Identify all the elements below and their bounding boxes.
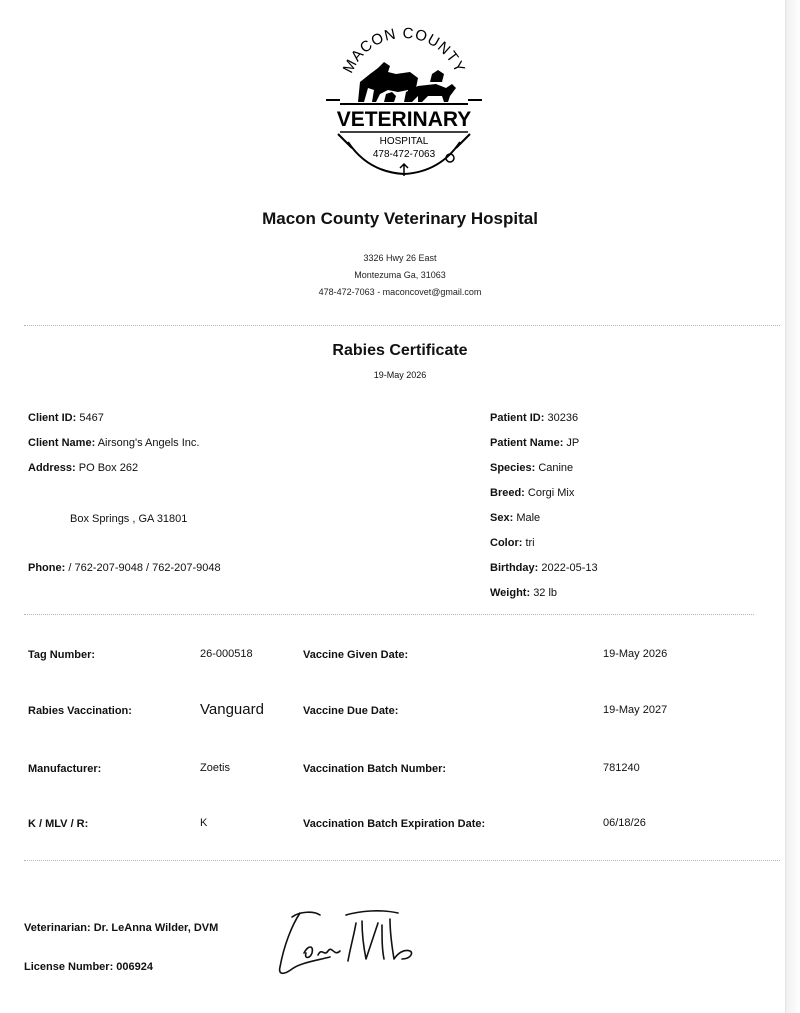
tag-number-label: Tag Number: <box>28 649 96 661</box>
clinic-address-line1: 3326 Hwy 26 East <box>363 253 437 263</box>
veterinarian-name: Veterinarian: Dr. LeAnna Wilder, DVM <box>24 922 219 934</box>
patient-id: Patient ID: 30236 <box>490 412 579 424</box>
vaccine-given-date-value: 19-May 2026 <box>603 648 668 660</box>
client-name: Client Name: Airsong's Angels Inc. <box>28 437 200 449</box>
client-phone: Phone: / 762-207-9048 / 762-207-9048 <box>28 562 221 574</box>
clinic-name: Macon County Veterinary Hospital <box>262 209 538 228</box>
divider <box>24 614 754 615</box>
hospital-logo <box>318 22 490 182</box>
patient-sex: Sex: Male <box>490 512 541 524</box>
certificate-date: 19-May 2026 <box>373 370 427 380</box>
svg-text:MACON COUNTY: MACON COUNTY <box>339 24 469 77</box>
batch-expiration-value: 06/18/26 <box>603 817 646 829</box>
certificate-title: Rabies Certificate <box>332 342 468 359</box>
kmlv-label: K / MLV / R: <box>28 818 89 830</box>
page-edge <box>786 0 800 1013</box>
veterinarian-signature <box>270 905 430 980</box>
patient-species: Species: Canine <box>490 462 574 474</box>
svg-text:VETERINARY: VETERINARY <box>336 108 472 131</box>
divider <box>24 325 780 326</box>
kmlv-value: K <box>200 817 208 829</box>
patient-weight: Weight: 32 lb <box>490 587 558 599</box>
batch-expiration-label: Vaccination Batch Expiration Date: <box>303 818 486 830</box>
patient-breed: Breed: Corgi Mix <box>490 487 575 499</box>
patient-name: Patient Name: JP <box>490 437 580 449</box>
tag-number-value: 26-000518 <box>200 648 253 660</box>
vaccine-given-date-label: Vaccine Given Date: <box>303 649 409 661</box>
rabies-vaccination-label: Rabies Vaccination: <box>28 705 132 717</box>
rabies-vaccination-value: Vanguard <box>200 701 264 718</box>
batch-number-label: Vaccination Batch Number: <box>303 763 447 775</box>
manufacturer-value: Zoetis <box>200 762 230 774</box>
clinic-address-line2: Montezuma Ga, 31063 <box>354 270 446 280</box>
client-id: Client ID: 5467 <box>28 412 104 424</box>
license-number: License Number: 006924 <box>24 961 154 973</box>
clinic-contact: 478-472-7063 - maconcovet@gmail.com <box>318 287 482 297</box>
patient-birthday: Birthday: 2022-05-13 <box>490 562 598 574</box>
divider <box>24 860 780 861</box>
patient-color: Color: tri <box>490 537 535 549</box>
client-address-city: Box Springs , GA 31801 <box>70 513 188 525</box>
svg-text:478-472-7063: 478-472-7063 <box>372 149 436 160</box>
batch-number-value: 781240 <box>603 762 640 774</box>
vaccine-due-date-value: 19-May 2027 <box>603 704 668 716</box>
vaccine-due-date-label: Vaccine Due Date: <box>303 705 399 717</box>
client-address: Address: PO Box 262 <box>28 462 139 474</box>
svg-text:HOSPITAL: HOSPITAL <box>379 136 429 147</box>
manufacturer-label: Manufacturer: <box>28 763 102 775</box>
